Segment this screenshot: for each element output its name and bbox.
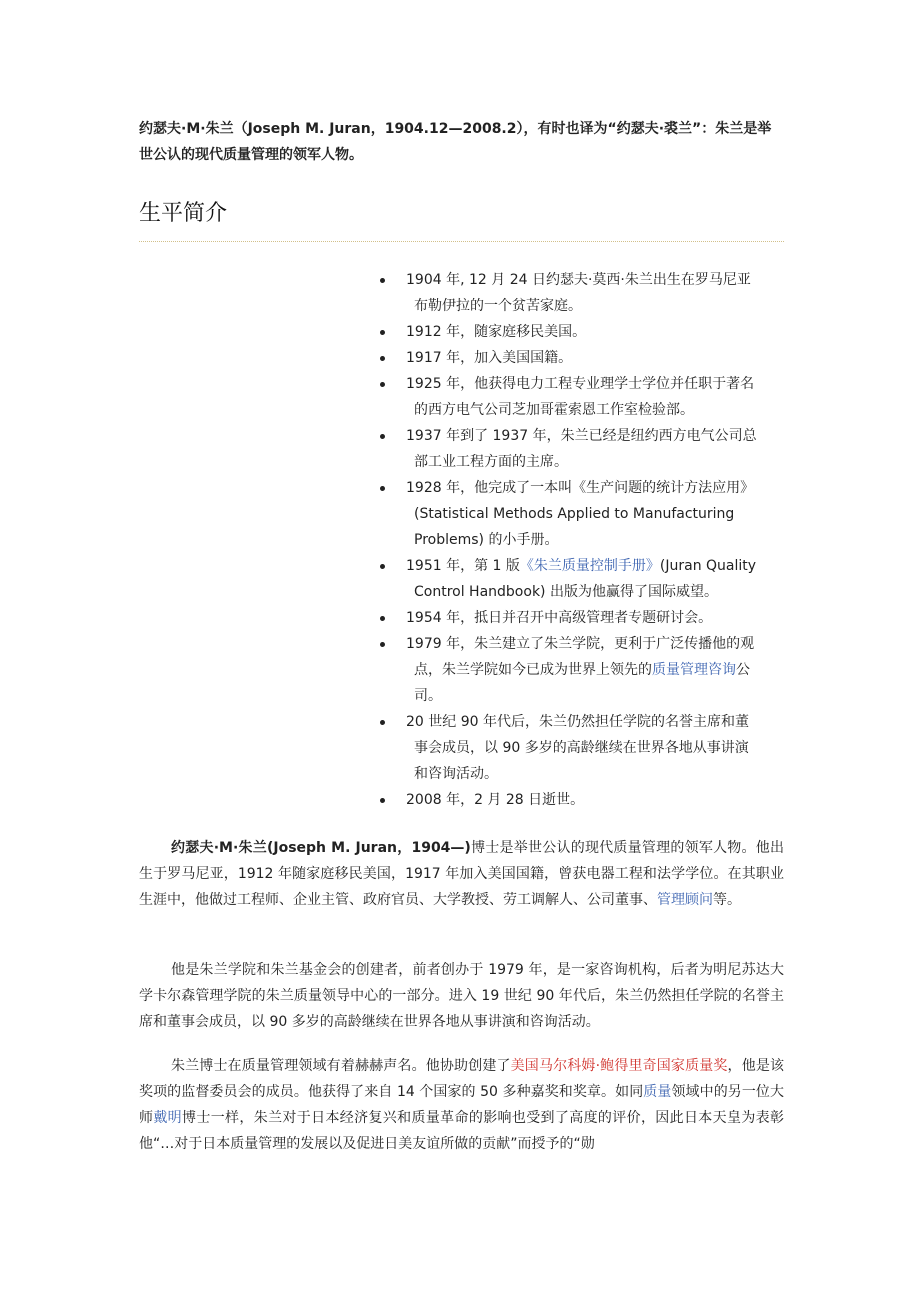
biography-paragraph-2: 他是朱兰学院和朱兰基金会的创建者，前者创办于 1979 年，是一家咨询机构，后者为明尼苏达大学卡尔森管理学院的朱兰质量领导中心的一部分。进入 19 世纪 90 年代后，朱兰仍然担任学院的名誉主席和董事会成员，以 90 多岁的高龄继续在世界各地从事讲演和咨询活动。 — [139, 962, 784, 1030]
biography-paragraph-1: 约瑟夫·M·朱兰(Joseph M. Juran，1904—)博士是举世公认的现代质量管理的领军人物。他出生于罗马尼亚，1912 年随家庭移民美国，1917 年加入美国国籍，曾获电器工程和法学学位。在其职业生涯中，他做过工程师、企业主管、政府官员、大学教授、劳工调解人、公司董事、管理顾问等。 — [139, 840, 785, 908]
bullet-icon — [380, 564, 385, 569]
bullet-icon — [380, 356, 385, 361]
timeline-item: 1917 年，加入美国国籍。 — [378, 345, 762, 371]
deming-link[interactable]: 戴明 — [153, 1110, 183, 1126]
bullet-icon — [380, 642, 385, 647]
timeline-item: 1937 年到了 1937 年，朱兰已经是纽约西方电气公司总部工业工程方面的主席。 — [378, 423, 762, 475]
section-title: 生平简介 — [139, 201, 228, 226]
timeline-item: 1928 年，他完成了一本叫《生产问题的统计方法应用》(Statistical Methods Applied to Manufacturing Problems) 的小手册。 — [378, 475, 762, 553]
baldrige-award-link[interactable]: 美国马尔科姆·鲍得里奇国家质量奖 — [510, 1058, 728, 1074]
quality-link[interactable]: 质量 — [643, 1084, 672, 1100]
bullet-icon — [380, 616, 385, 621]
timeline-item: 1912 年，随家庭移民美国。 — [378, 319, 762, 345]
bullet-icon — [380, 434, 385, 439]
management-consultant-link[interactable]: 管理顾问 — [657, 892, 713, 908]
bullet-icon — [380, 382, 385, 387]
bullet-icon — [380, 720, 385, 725]
timeline-list — [378, 267, 762, 813]
timeline-item: 1904 年, 12 月 24 日约瑟夫·莫西·朱兰出生在罗马尼亚布勒伊拉的一个贫苦家庭。 — [378, 267, 762, 319]
bullet-icon — [380, 330, 385, 335]
timeline-item: 1979 年，朱兰建立了朱兰学院，更利于广泛传播他的观点，朱兰学院如今已成为世界上领先的质量管理咨询公司。 — [378, 631, 762, 709]
name-bold: 约瑟夫·M·朱兰(Joseph M. Juran，1904—) — [171, 840, 471, 856]
timeline-item: 20 世纪 90 年代后，朱兰仍然担任学院的名誉主席和董事会成员，以 90 多岁的高龄继续在世界各地从事讲演和咨询活动。 — [378, 709, 762, 787]
section-divider — [139, 241, 784, 242]
intro-paragraph: 约瑟夫·M·朱兰（Joseph M. Juran，1904.12—2008.2），有时也译为“约瑟夫·裘兰”：朱兰是举世公认的现代质量管理的领军人物。 — [139, 121, 772, 163]
bullet-icon — [380, 278, 385, 283]
quality-consulting-link[interactable]: 质量管理咨询 — [652, 662, 736, 678]
timeline-item: 2008 年，2 月 28 日逝世。 — [378, 787, 762, 813]
timeline-item: 1925 年，他获得电力工程专业理学士学位并任职于著名的西方电气公司芝加哥霍索恩工作室检验部。 — [378, 371, 762, 423]
handbook-link[interactable]: 《朱兰质量控制手册》 — [519, 558, 660, 574]
timeline-item: 1954 年，抵日并召开中高级管理者专题研讨会。 — [378, 605, 762, 631]
bullet-icon — [380, 486, 385, 491]
bullet-icon — [380, 798, 385, 803]
biography-paragraph-3: 朱兰博士在质量管理领域有着赫赫声名。他协助创建了美国马尔科姆·鲍得里奇国家质量奖，他是该奖项的监督委员会的成员。他获得了来自 14 个国家的 50 多种嘉奖和奖章。如同质量领域中的另一位大师戴明博士一样，朱兰对于日本经济复兴和质量革命的影响也受到了高度的评价，因此日本天皇为表彰他“…对于日本质量管理的发展以及促进日美友谊所做的贡献”而授予的“勋 — [139, 1058, 785, 1152]
timeline-item: 1951 年，第 1 版《朱兰质量控制手册》(Juran Quality Control Handbook) 出版为他赢得了国际威望。 — [378, 553, 762, 605]
